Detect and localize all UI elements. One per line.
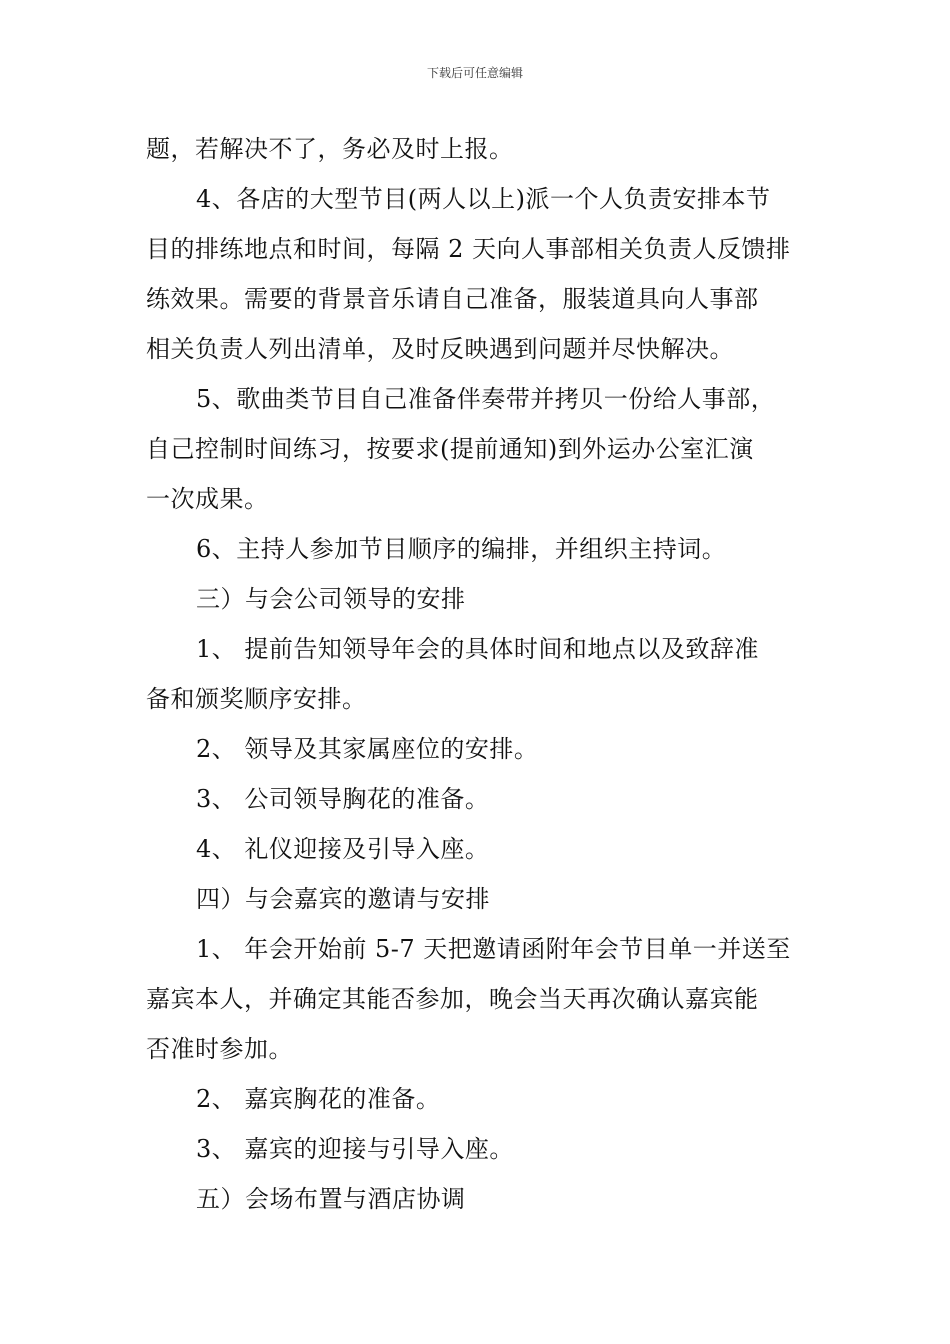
section-heading: 三）与会公司领导的安排 — [196, 585, 466, 613]
list-item: 2、 领导及其家属座位的安排。 — [196, 735, 539, 763]
paragraph-line: 1、 提前告知领导年会的具体时间和地点以及致辞准 — [196, 635, 759, 663]
section-heading: 五）会场布置与酒店协调 — [196, 1185, 466, 1213]
page-header: 下载后可任意编辑 — [426, 66, 523, 80]
paragraph-line: 6、主持人参加节目顺序的编排，并组织主持词。 — [196, 535, 727, 563]
paragraph-line: 相关负责人列出清单，及时反映遇到问题并尽快解决。 — [146, 335, 734, 363]
section-heading: 四）与会嘉宾的邀请与安排 — [196, 885, 490, 913]
paragraph-line: 1、 年会开始前 5-7 天把邀请函附年会节目单一并送至 — [196, 935, 791, 963]
paragraph-line: 自己控制时间练习，按要求(提前通知)到外运办公室汇演 — [146, 435, 754, 463]
paragraph-line: 嘉宾本人，并确定其能否参加，晚会当天再次确认嘉宾能 — [146, 985, 759, 1013]
list-item: 2、 嘉宾胸花的准备。 — [196, 1085, 441, 1113]
paragraph-line: 一次成果。 — [146, 485, 269, 513]
paragraph-line: 题，若解决不了，务必及时上报。 — [146, 135, 514, 163]
paragraph-line: 目的排练地点和时间，每隔 2 天向人事部相关负责人反馈排 — [146, 235, 791, 263]
paragraph-line: 否准时参加。 — [146, 1035, 293, 1063]
list-item: 3、 嘉宾的迎接与引导入座。 — [196, 1135, 514, 1163]
list-item: 3、 公司领导胸花的准备。 — [196, 785, 490, 813]
paragraph-line: 备和颁奖顺序安排。 — [146, 685, 367, 713]
paragraph-line: 练效果。需要的背景音乐请自己准备，服装道具向人事部 — [146, 285, 759, 313]
list-item: 4、 礼仪迎接及引导入座。 — [196, 835, 490, 863]
paragraph-line: 5、歌曲类节目自己准备伴奏带并拷贝一份给人事部， — [196, 385, 776, 413]
paragraph-line: 4、各店的大型节目(两人以上)派一个人负责安排本节 — [196, 185, 771, 213]
